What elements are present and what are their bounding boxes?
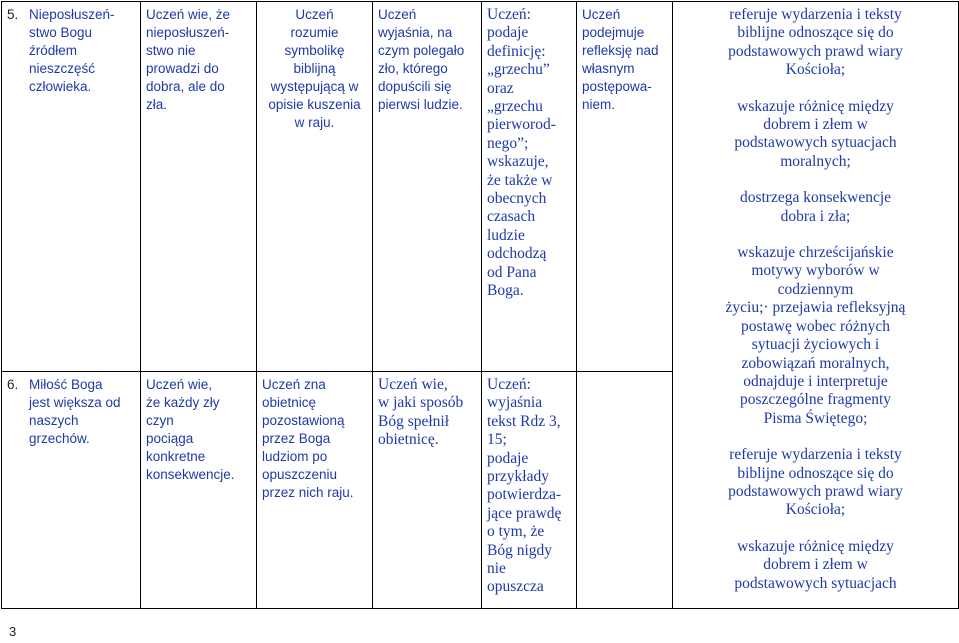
requirement-cell: Uczeń rozumie symbolikę biblijną występującą w opisie kuszenia w raju.	[257, 2, 373, 372]
requirement-cell: Uczeń wie, w jaki sposób Bóg spełnił obietnicę.	[373, 372, 482, 609]
empty-cell	[577, 372, 673, 609]
topic-text: Miłość Boga jest większa od naszych grzechów.	[29, 377, 121, 446]
requirement-cell: Uczeń wyjaśnia, na czym polegało zło, którego dopuścili się pierwsi ludzie.	[373, 2, 482, 372]
outcome-paragraph: dostrzega konsekwencje dobra i zła;	[739, 189, 892, 225]
table-row	[2, 2, 959, 372]
requirement-cell: Uczeń: wyjaśnia tekst Rdz 3, 15; podaje przykłady potwierdza- jące prawdę o tym, że Bóg nigdy nie opuszcza	[482, 372, 577, 609]
requirement-cell: Uczeń zna obietnicę pozostawioną przez Boga ludziom po opuszczeniu przez nich raju.	[257, 372, 373, 609]
curriculum-table	[1, 1, 959, 609]
row-number: 5.	[7, 7, 19, 22]
requirement-cell: Uczeń podejmuje refleksję nad własnym postępowa- niem.	[577, 2, 673, 372]
requirement-cell: Uczeń wie, że nieposłuszeń- stwo nie prowadzi do dobra, ale do zła.	[141, 2, 257, 372]
outcome-paragraph: wskazuje różnicę między dobrem i złem w podstawowych sytuacjach moralnych;	[734, 97, 897, 170]
outcome-paragraph: referuje wydarzenia i teksty biblijne odnoszące się do podstawowych prawd wiary Kościoła;	[728, 446, 903, 519]
page-number: 3	[9, 624, 17, 639]
outcome-paragraph: wskazuje chrześcijańskie motywy wyborów w codziennym życiu;· przejawia refleksyjną postawę wobec różnych sytuacji życiowych i zobowiązań moralnych, odnajduje i interpretuje poszczególne fragmenty Pisma Świętego;	[725, 244, 906, 427]
requirement-cell: Uczeń wie, że każdy zły czyn pociąga konkretne konsekwencje.	[141, 372, 257, 609]
requirement-cell: Uczeń: podaje definicję: „grzechu” oraz „grzechu pierworod- nego”; wskazuje, że także w obecnych czasach ludzie odchodzą od Pana Boga.	[482, 2, 577, 372]
outcome-paragraph: wskazuje różnicę między dobrem i złem w podstawowych sytuacjach	[734, 537, 897, 592]
row-number: 6.	[7, 377, 19, 392]
outcomes-cell	[673, 2, 959, 609]
topic-text: Nieposłuszeń- stwo Bogu źródłem nieszczęść człowieka.	[29, 7, 115, 94]
topic-cell	[2, 2, 141, 372]
topic-cell	[2, 372, 141, 609]
outcome-paragraph: referuje wydarzenia i teksty biblijne odnoszące się do podstawowych prawd wiary Kościoła;	[728, 6, 903, 79]
